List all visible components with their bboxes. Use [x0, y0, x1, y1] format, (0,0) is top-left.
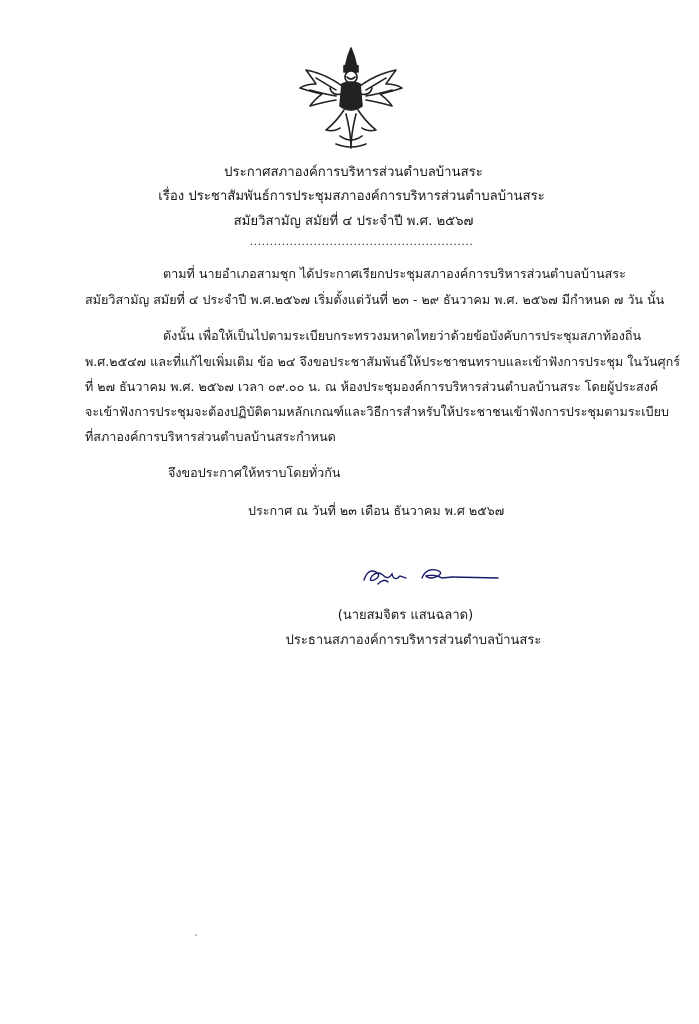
paragraph-2-line-2: พ.ศ.๒๕๔๗ และที่แก้ไขเพิ่มเติม ข้อ ๒๔ จึงขอประชาสัมพันธ์ให้ประชาชนทราบและเข้าฟังการประชุม ในวันศุกร์ — [85, 354, 681, 369]
announcement-heading: ประกาศสภาองค์การบริหารส่วนตำบลบ้านสระ — [224, 165, 483, 180]
paragraph-2-line-1: ดังนั้น เพื่อให้เป็นไปตามระเบียบกระทรวงมหาดไทยว่าด้วยข้อบังคับการประชุมสภาท้องถิ่น — [163, 328, 642, 343]
announcement-date: ประกาศ ณ วันที่ ๒๓ เดือน ธันวาคม พ.ศ ๒๕๖๗ — [248, 503, 505, 518]
paragraph-1-line-1: ตามที่ นายอำเภอสามชุก ได้ประกาศเรียกประชุมสภาองค์การบริหารส่วนตำบลบ้านสระ — [163, 266, 626, 281]
paragraph-2-line-4: จะเข้าฟังการประชุมจะต้องปฏิบัติตามหลักเกณฑ์และวิธีการสำหรับให้ประชาชนเข้าฟังการประชุมตามระเบียบ — [85, 404, 669, 419]
announcement-subject: เรื่อง ประชาสัมพันธ์การประชุมสภาองค์การบริหารส่วนตำบลบ้านสระ — [158, 189, 545, 204]
paragraph-2-line-5: ที่สภาองค์การบริหารส่วนตำบลบ้านสระกำหนด — [85, 429, 336, 444]
paragraph-2-line-3: ที่ ๒๗ ธันวาคม พ.ศ. ๒๕๖๗ เวลา ๐๙.๐๐ น. ณ ห้องประชุมองค์การบริหารส่วนตำบลบ้านสระ โดยผู้ประสงค์ — [85, 379, 659, 394]
garuda-emblem-icon — [296, 44, 406, 154]
stray-mark: ` — [194, 934, 199, 945]
handwritten-signature — [360, 562, 500, 590]
signer-position: ประธานสภาองค์การบริหารส่วนตำบลบ้านสระ — [285, 633, 542, 648]
paragraph-1-line-2: สมัยวิสามัญ สมัยที่ ๔ ประจำปี พ.ศ.๒๕๖๗ เริ่มตั้งแต่วันที่ ๒๓ - ๒๙ ธันวาคม พ.ศ. ๒๕๖๗ มีกำหนด ๗ วัน นั้น — [85, 292, 665, 307]
closing-statement: จึงขอประกาศให้ทราบโดยทั่วกัน — [168, 465, 341, 480]
header-divider-dots: ........................................................ — [249, 235, 474, 248]
signer-name: (นายสมจิตร แสนฉลาด) — [337, 608, 474, 623]
announcement-session: สมัยวิสามัญ สมัยที่ ๔ ประจำปี พ.ศ. ๒๕๖๗ — [233, 214, 474, 229]
